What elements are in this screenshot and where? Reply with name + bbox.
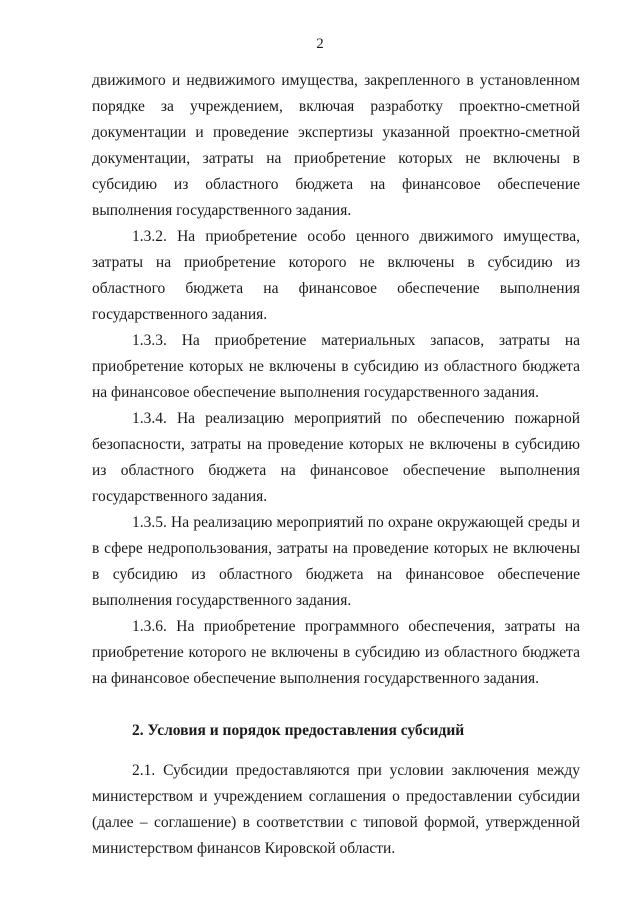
paragraph-1-3-4: 1.3.4. На реализацию мероприятий по обеспечению пожарной безопасности, затраты на проведение которых не включены в субсидию из областного бюджета на финансовое обеспечение выполнения государственного задания.	[92, 410, 580, 505]
section-heading-2: 2. Условия и порядок предоставления субсидий	[132, 722, 465, 739]
paragraph-1-3-5: 1.3.5. На реализацию мероприятий по охране окружающей среды и в сфере недропользования, затраты на проведение которых не включены в субсидию из областного бюджета на финансовое обеспечение выполнения государственного задания.	[92, 514, 580, 609]
paragraph-1-3-2: 1.3.2. На приобретение особо ценного движимого имущества, затраты на приобретение которого не включены в субсидию из областного бюджета на финансовое обеспечение выполнения государственного задания.	[92, 228, 580, 323]
spacer	[92, 744, 580, 758]
paragraph-1-3-3: 1.3.3. На приобретение материальных запасов, затраты на приобретение которых не включены в субсидию из областного бюджета на финансовое обеспечение выполнения государственного задания.	[92, 332, 580, 401]
paragraph-1-3-6: 1.3.6. На приобретение программного обеспечения, затраты на приобретение которого не включены в субсидию из областного бюджета на финансовое обеспечение выполнения государственного задания.	[92, 618, 580, 687]
paragraph-continuation: движимого и недвижимого имущества, закрепленного в установленном порядке за учреждением, включая разработку проектно-сметной документации и проведение экспертизы указанной проектно-сметной документации, затраты на приобретение которых не включены в субсидию из областного бюджета на финансовое обеспечение выполнения государственного задания.	[92, 72, 580, 219]
document-body	[92, 68, 580, 862]
page-number: 2	[316, 36, 324, 52]
paragraph-2-1: 2.1. Субсидии предоставляются при условии заключения между министерством и учреждением соглашения о предоставлении субсидии (далее – соглашение) в соответствии с типовой формой, утвержденной министерством финансов Кировской области.	[92, 762, 580, 857]
